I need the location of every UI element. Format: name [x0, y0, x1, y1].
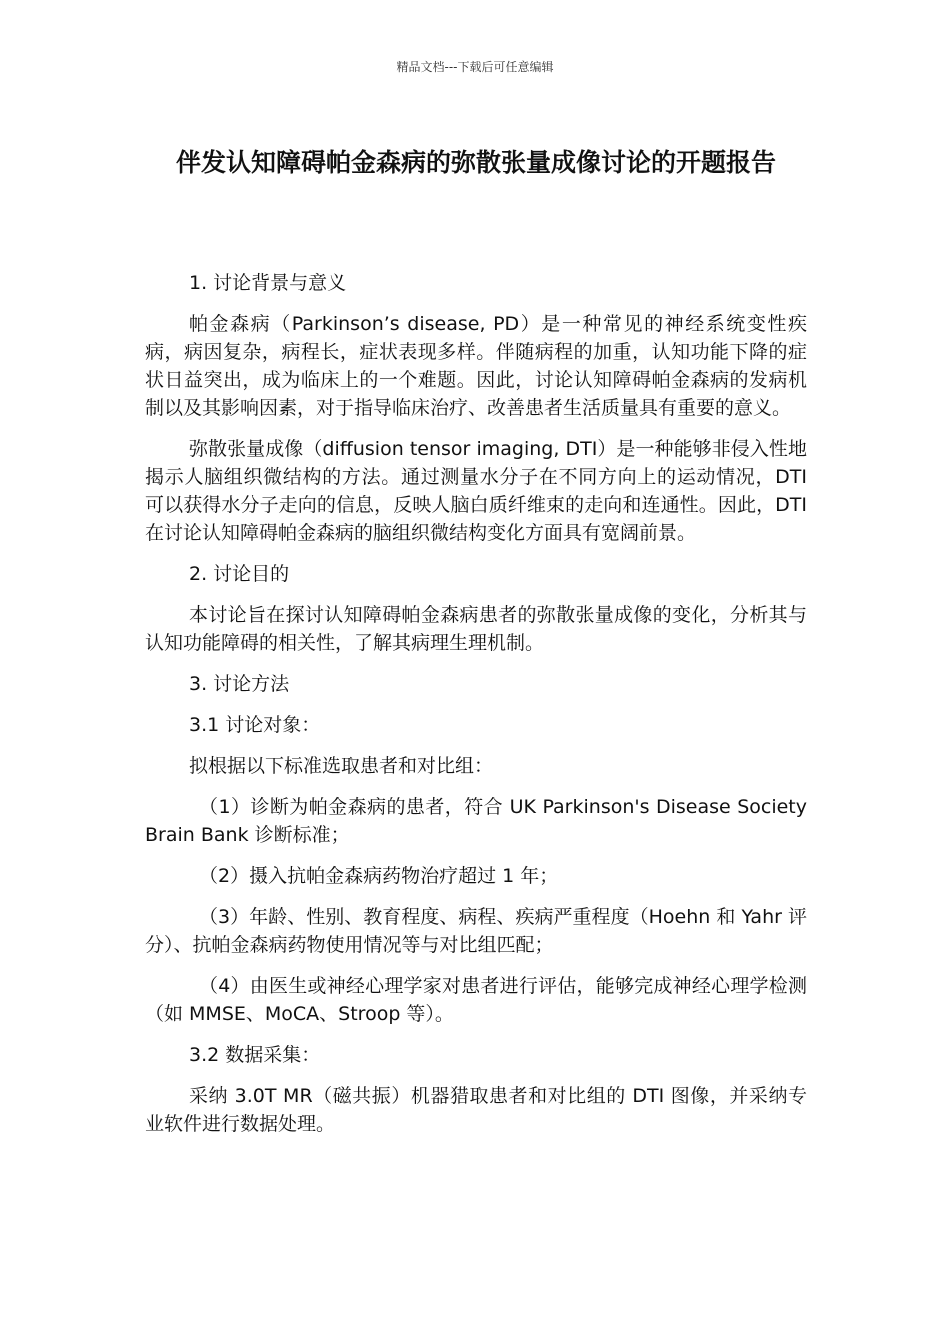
section-heading-purpose: 2. 讨论目的 [189, 563, 290, 585]
paragraph-pd-intro: 帕金森病（Parkinson’s disease, PD）是一种常见的神经系统变性疾病，病因复杂，病程长，症状表现多样。伴随病程的加重，认知功能下降的症状日益突出，成为临床上的一个难题。因此，讨论认知障碍帕金森病的发病机制以及其影响因素，对于指导临床治疗、改善患者生活质量具有重要的意义。 [145, 313, 807, 419]
subsection-heading-subjects: 3.1 讨论对象： [189, 714, 321, 736]
criteria-item-3: （3）年龄、性别、教育程度、病程、疾病严重程度（Hoehn 和 Yahr 评分）、抗帕金森病药物使用情况等与对比组匹配； [145, 906, 807, 956]
paragraph-dti-intro: 弥散张量成像（diffusion tensor imaging, DTI）是一种能够非侵入性地揭示人脑组织微结构的方法。通过测量水分子在不同方向上的运动情况，DTI 可以获得水分子走向的信息，反映人脑白质纤维束的走向和连通性。因此，DTI 在讨论认知障碍帕金森病的脑组织微结构变化方面具有宽阔前景。 [145, 438, 807, 544]
section-heading-background: 1. 讨论背景与意义 [189, 272, 347, 294]
document-title: 伴发认知障碍帕金森病的弥散张量成像讨论的开题报告 [175, 148, 776, 177]
criteria-item-4: （4）由医生或神经心理学家对患者进行评估，能够完成神经心理学检测（如 MMSE、MoCA、Stroop 等）。 [145, 975, 807, 1025]
header-note: 精品文档---下载后可任意编辑 [396, 60, 554, 74]
section-heading-methods: 3. 讨论方法 [189, 673, 290, 695]
criteria-item-1: （1）诊断为帕金森病的患者，符合 UK Parkinson's Disease Society Brain Bank 诊断标准； [145, 796, 807, 846]
subsection-heading-data-collection: 3.2 数据采集： [189, 1044, 321, 1066]
paragraph-data-collection: 采纳 3.0T MR（磁共振）机器猎取患者和对比组的 DTI 图像，并采纳专业软件进行数据处理。 [145, 1085, 807, 1135]
document-body [145, 269, 807, 1151]
criteria-item-2: （2）摄入抗帕金森病药物治疗超过 1 年； [199, 865, 559, 887]
paragraph-purpose: 本讨论旨在探讨认知障碍帕金森病患者的弥散张量成像的变化，分析其与认知功能障碍的相关性，了解其病理生理机制。 [145, 604, 807, 654]
paragraph-selection-criteria: 拟根据以下标准选取患者和对比组： [189, 755, 494, 777]
